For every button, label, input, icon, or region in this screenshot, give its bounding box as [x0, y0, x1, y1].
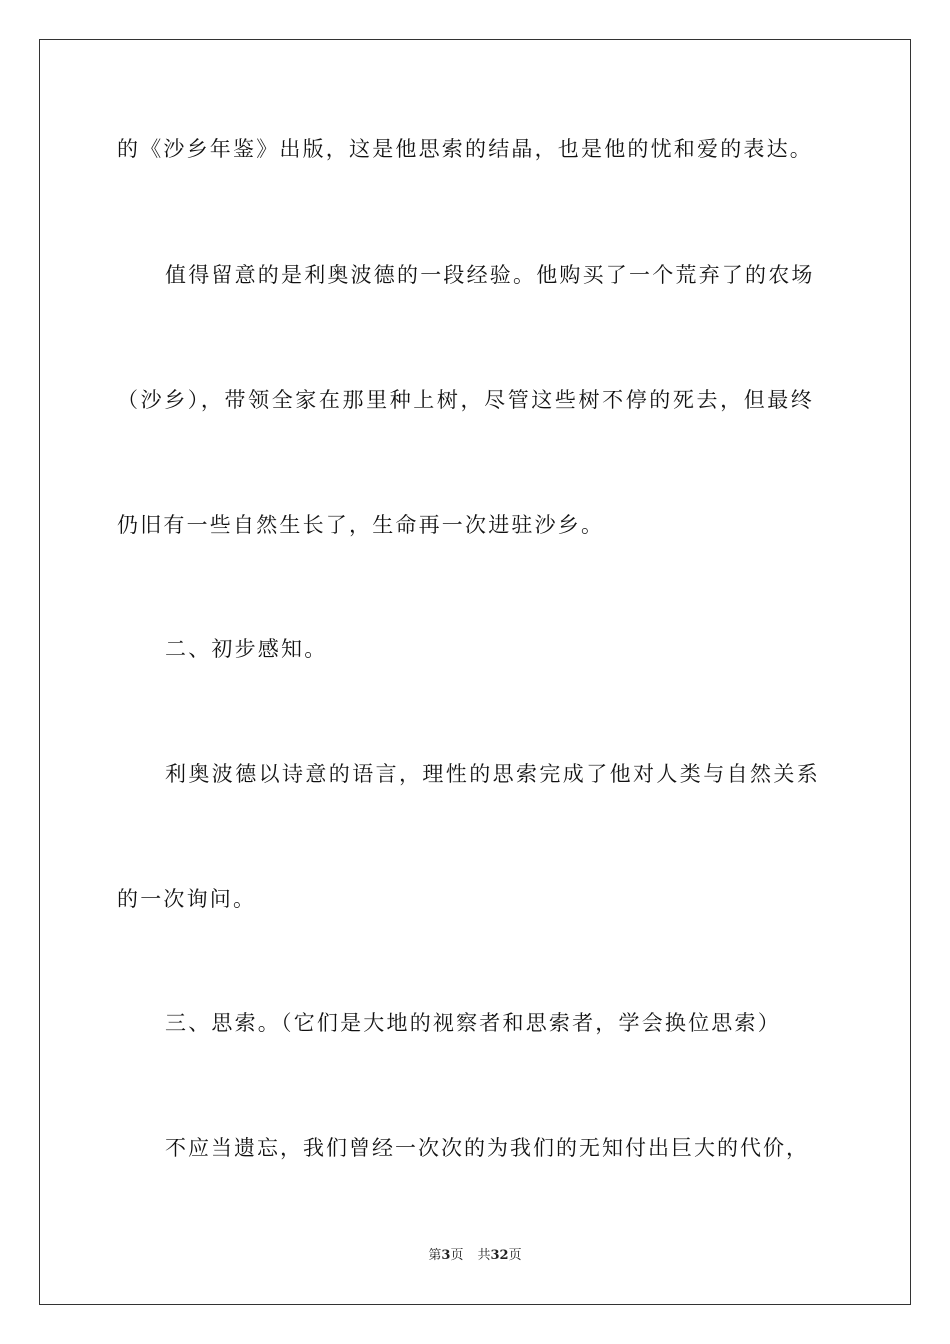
page-border	[39, 39, 911, 1305]
page-footer	[0, 1248, 950, 1264]
paragraph-line-4: 仍旧有一些自然生长了，生命再一次进驻沙乡。	[117, 513, 605, 537]
paragraph-line-1: 的《沙乡年鉴》出版，这是他思索的结晶，也是他的忧和爱的表达。	[117, 137, 813, 161]
paragraph-line-9: 不应当遗忘，我们曾经一次次的为我们的无知付出巨大的代价，	[165, 1136, 809, 1160]
paragraph-line-2: 值得留意的是利奥波德的一段经验。他购买了一个荒弃了的农场	[165, 263, 815, 287]
section-heading-2: 二、初步感知。	[165, 637, 328, 661]
total-prefix: 共	[477, 1248, 491, 1263]
paragraph-line-6: 利奥波德以诗意的语言，理性的思索完成了他对人类与自然关系	[165, 762, 821, 786]
paragraph-line-7: 的一次询问。	[117, 887, 257, 911]
paragraph-line-3: （沙乡），带领全家在那里种上树，尽管这些树不停的死去，但最终	[117, 388, 815, 412]
page-number: 3	[441, 1248, 451, 1263]
section-heading-3: 三、思索。（它们是大地的视察者和思索者，学会换位思索）	[165, 1011, 781, 1035]
total-pages: 32	[490, 1248, 509, 1263]
page-prefix: 第	[428, 1248, 442, 1263]
total-suffix: 页	[508, 1248, 522, 1263]
page-suffix: 页	[450, 1248, 464, 1263]
